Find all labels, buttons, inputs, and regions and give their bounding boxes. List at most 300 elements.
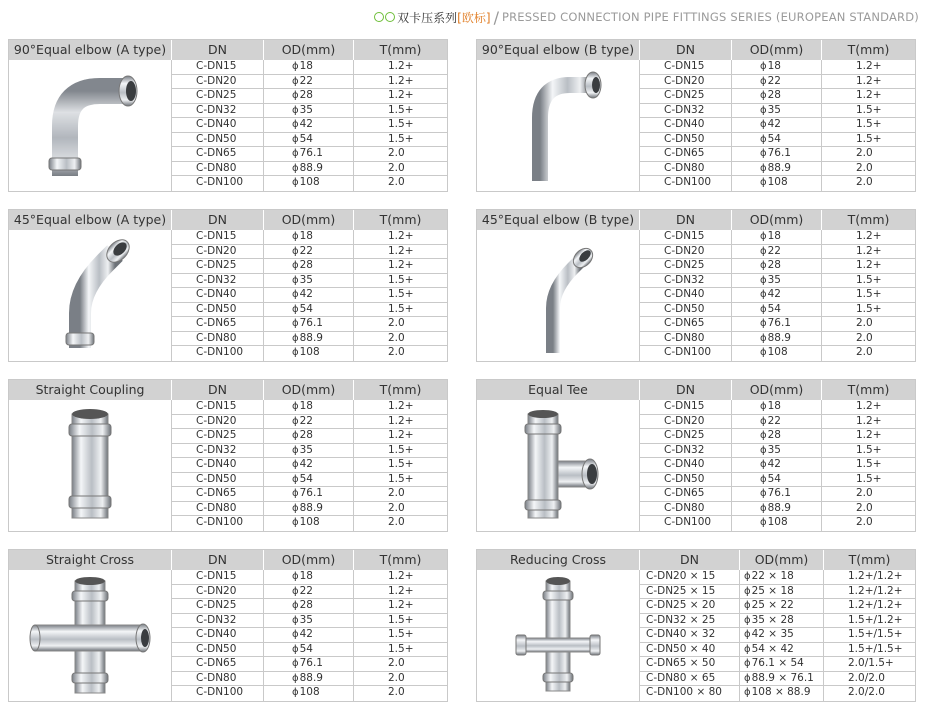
elbow-90-a-icon xyxy=(9,60,172,191)
table-row xyxy=(640,104,915,119)
t-cell: 2.0 xyxy=(388,671,405,684)
col-dn-header: DN xyxy=(172,40,264,60)
product-table xyxy=(476,379,916,532)
od-cell: ϕ76.1 xyxy=(732,487,822,501)
phi-symbol: ϕ xyxy=(292,289,299,300)
phi-symbol: ϕ xyxy=(292,629,299,640)
dn-cell: C-DN80 xyxy=(640,332,732,346)
table-row xyxy=(172,303,447,318)
dn-cell: C-DN32 xyxy=(172,274,264,288)
table-row xyxy=(172,133,447,148)
dn-cell: C-DN80 xyxy=(172,672,264,686)
t-cell: 2.0 xyxy=(388,516,405,528)
col-dn-header: DN xyxy=(172,210,264,230)
table-row xyxy=(172,570,447,585)
phi-symbol: ϕ xyxy=(760,303,767,315)
table-header xyxy=(9,380,447,400)
od-cell: ϕ42 xyxy=(264,628,354,642)
t-cell: 1.5+ xyxy=(856,288,882,300)
od-cell: ϕ108 xyxy=(732,346,822,361)
table-row xyxy=(172,429,447,444)
t-cell: 1.2+ xyxy=(856,74,882,87)
table-row xyxy=(640,672,915,687)
table-rows xyxy=(640,570,915,701)
t-cell: 1.2+ xyxy=(856,400,882,412)
product-name: Straight Cross xyxy=(9,550,172,570)
table-rows xyxy=(172,60,447,191)
table-row xyxy=(172,60,447,75)
t-cell: 2.0 xyxy=(856,346,873,358)
table-header xyxy=(477,210,915,230)
table-row xyxy=(172,400,447,415)
phi-symbol: ϕ xyxy=(760,502,767,514)
dn-cell: C-DN32 xyxy=(640,274,732,288)
od-cell: ϕ22 xyxy=(264,245,354,259)
phi-symbol: ϕ xyxy=(760,473,767,485)
table-row xyxy=(640,60,915,75)
dn-cell: C-DN50 xyxy=(640,133,732,147)
table-row xyxy=(640,487,915,502)
table-header xyxy=(9,210,447,230)
table-row xyxy=(172,672,447,687)
od-cell: ϕ35 xyxy=(732,444,822,458)
t-cell: 1.2+ xyxy=(388,584,414,597)
dn-cell: C-DN40 xyxy=(172,628,264,642)
table-row xyxy=(640,516,915,531)
od-cell: ϕ35 xyxy=(264,614,354,628)
table-row xyxy=(640,473,915,488)
od-cell: ϕ18 xyxy=(264,570,354,584)
od-cell: ϕ28 xyxy=(264,259,354,273)
dn-cell: C-DN80 xyxy=(172,162,264,176)
product-table xyxy=(8,379,448,532)
table-header xyxy=(9,550,447,570)
od-cell: ϕ88.9 xyxy=(732,162,822,176)
od-cell: ϕ18 xyxy=(732,400,822,414)
dn-cell: C-DN50 × 40 xyxy=(640,643,740,657)
phi-symbol: ϕ xyxy=(760,401,767,412)
dn-cell: C-DN80 xyxy=(172,502,264,516)
table-row xyxy=(172,657,447,672)
phi-symbol: ϕ xyxy=(760,415,767,427)
dn-cell: C-DN65 xyxy=(172,317,264,331)
dn-cell: C-DN65 xyxy=(172,487,264,501)
t-cell: 2.0 xyxy=(388,501,405,514)
dn-cell: C-DN65 xyxy=(640,487,732,501)
phi-symbol: ϕ xyxy=(292,119,299,130)
phi-symbol: ϕ xyxy=(760,260,767,271)
table-row xyxy=(640,332,915,347)
table-row xyxy=(172,147,447,162)
product-table xyxy=(8,39,448,192)
dn-cell: C-DN50 xyxy=(172,133,264,147)
t-cell: 1.5+ xyxy=(388,613,414,626)
t-cell: 1.2+/1.2+ xyxy=(848,570,903,582)
t-cell: 1.2+ xyxy=(856,89,882,101)
col-od-header: OD(mm) xyxy=(264,550,354,570)
dn-cell: C-DN32 xyxy=(640,444,732,458)
table-row xyxy=(640,686,915,701)
col-od-header: OD(mm) xyxy=(732,380,822,400)
dn-cell: C-DN65 xyxy=(640,317,732,331)
od-cell: ϕ28 xyxy=(264,429,354,443)
t-cell: 1.5+/1.2+ xyxy=(848,613,903,626)
od-cell: ϕ28 xyxy=(732,259,822,273)
od-cell: ϕ18 xyxy=(732,60,822,74)
dn-cell: C-DN20 xyxy=(172,585,264,599)
product-name: 90°Equal elbow (A type) xyxy=(9,40,172,60)
table-row xyxy=(172,458,447,473)
t-cell: 2.0 xyxy=(856,516,873,528)
dn-cell: C-DN25 xyxy=(172,259,264,273)
t-cell: 1.2+ xyxy=(388,599,414,611)
dn-cell: C-DN100 xyxy=(172,346,264,361)
t-cell: 2.0 xyxy=(856,176,873,188)
t-cell: 1.5+ xyxy=(388,642,414,655)
dn-cell: C-DN25 xyxy=(172,429,264,443)
dn-cell: C-DN25 xyxy=(172,89,264,103)
phi-symbol: ϕ xyxy=(292,517,299,528)
t-cell: 2.0/2.0 xyxy=(848,686,885,698)
phi-symbol: ϕ xyxy=(292,658,299,669)
dn-cell: C-DN25 × 15 xyxy=(640,585,740,599)
phi-symbol: ϕ xyxy=(292,61,299,72)
phi-symbol: ϕ xyxy=(760,430,767,441)
od-cell: ϕ54 xyxy=(732,133,822,147)
t-cell: 1.5+ xyxy=(856,118,882,130)
dn-cell: C-DN25 xyxy=(640,89,732,103)
col-dn-header: DN xyxy=(640,550,740,570)
od-cell: ϕ42 xyxy=(264,458,354,472)
t-cell: 1.5+ xyxy=(856,302,882,315)
phi-symbol: ϕ xyxy=(292,332,299,344)
table-row xyxy=(640,429,915,444)
phi-symbol: ϕ xyxy=(760,148,767,159)
table-row xyxy=(640,657,915,672)
phi-symbol: ϕ xyxy=(292,260,299,271)
od-cell: ϕ54 xyxy=(264,303,354,317)
col-t-header: T(mm) xyxy=(847,212,890,227)
straight-cross-icon xyxy=(9,570,172,701)
od-cell: ϕ108 × 88.9 xyxy=(740,686,824,701)
phi-symbol: ϕ xyxy=(760,444,767,456)
od-cell: ϕ42 xyxy=(732,118,822,132)
phi-symbol: ϕ xyxy=(292,177,299,188)
col-dn-header: DN xyxy=(640,40,732,60)
dn-cell: C-DN32 xyxy=(172,444,264,458)
od-cell: ϕ28 xyxy=(264,89,354,103)
od-cell: ϕ88.9 xyxy=(264,502,354,516)
phi-symbol: ϕ xyxy=(760,245,767,257)
dn-cell: C-DN40 xyxy=(172,458,264,472)
phi-symbol: ϕ xyxy=(292,444,299,456)
phi-symbol: ϕ xyxy=(760,177,767,188)
phi-symbol: ϕ xyxy=(292,687,299,698)
phi-symbol: ϕ xyxy=(292,585,299,597)
col-od-header: OD(mm) xyxy=(264,380,354,400)
t-cell: 2.0 xyxy=(856,161,873,174)
phi-symbol: ϕ xyxy=(292,104,299,116)
phi-symbol: ϕ xyxy=(292,75,299,87)
product-table xyxy=(476,39,916,192)
phi-symbol: ϕ xyxy=(292,303,299,315)
col-dn-header: DN xyxy=(172,550,264,570)
dn-cell: C-DN15 xyxy=(172,570,264,584)
table-row xyxy=(172,118,447,133)
table-row xyxy=(172,346,447,361)
table-header xyxy=(477,550,915,570)
phi-symbol: ϕ xyxy=(292,401,299,412)
table-row xyxy=(640,317,915,332)
phi-symbol: ϕ xyxy=(292,643,299,655)
table-header xyxy=(477,40,915,60)
table-row xyxy=(172,162,447,177)
t-cell: 1.2+ xyxy=(388,230,414,242)
table-row xyxy=(172,502,447,517)
header-en-title: PRESSED CONNECTION PIPE FITTINGS SERIES (EUROPEAN STANDARD) xyxy=(501,10,919,24)
table-row xyxy=(640,89,915,104)
phi-symbol: ϕ xyxy=(760,133,767,145)
table-row xyxy=(172,176,447,191)
product-table xyxy=(8,549,448,702)
od-cell: ϕ54 × 42 xyxy=(740,643,824,657)
od-cell: ϕ76.1 xyxy=(264,147,354,161)
dn-cell: C-DN65 xyxy=(172,147,264,161)
t-cell: 2.0 xyxy=(856,317,873,329)
phi-symbol: ϕ xyxy=(292,274,299,286)
table-row xyxy=(640,458,915,473)
elbow-45-b-icon xyxy=(477,230,640,361)
t-cell: 2.0 xyxy=(388,657,405,669)
t-cell: 1.2+ xyxy=(856,429,882,441)
phi-symbol: ϕ xyxy=(292,245,299,257)
t-cell: 2.0 xyxy=(388,176,405,188)
dn-cell: C-DN100 xyxy=(640,176,732,191)
od-cell: ϕ18 xyxy=(264,230,354,244)
dn-cell: C-DN50 xyxy=(172,643,264,657)
phi-symbol: ϕ xyxy=(292,231,299,242)
od-cell: ϕ54 xyxy=(264,473,354,487)
dn-cell: C-DN100 xyxy=(172,686,264,701)
col-od-header: OD(mm) xyxy=(732,40,822,60)
t-cell: 1.5+ xyxy=(856,132,882,145)
t-cell: 1.2+/1.2+ xyxy=(848,599,903,611)
col-t-header: T(mm) xyxy=(379,382,422,397)
table-row xyxy=(172,89,447,104)
od-cell: ϕ42 × 35 xyxy=(740,628,824,642)
od-cell: ϕ22 xyxy=(264,585,354,599)
product-table xyxy=(476,209,916,362)
od-cell: ϕ35 xyxy=(264,274,354,288)
od-cell: ϕ88.9 xyxy=(264,332,354,346)
phi-symbol: ϕ xyxy=(744,600,751,611)
dn-cell: C-DN100 xyxy=(640,346,732,361)
phi-symbol: ϕ xyxy=(744,658,751,669)
od-cell: ϕ35 xyxy=(732,274,822,288)
od-cell: ϕ22 xyxy=(732,75,822,89)
t-cell: 2.0 xyxy=(388,487,405,499)
od-cell: ϕ22 xyxy=(264,75,354,89)
od-cell: ϕ35 xyxy=(264,444,354,458)
t-cell: 1.2+ xyxy=(856,244,882,257)
phi-symbol: ϕ xyxy=(760,488,767,499)
phi-symbol: ϕ xyxy=(292,133,299,145)
t-cell: 1.5+ xyxy=(388,628,414,640)
phi-symbol: ϕ xyxy=(292,459,299,470)
od-cell: ϕ42 xyxy=(732,458,822,472)
t-cell: 1.5+ xyxy=(856,103,882,116)
phi-symbol: ϕ xyxy=(760,75,767,87)
table-row xyxy=(172,332,447,347)
table-row xyxy=(640,230,915,245)
table-row xyxy=(172,444,447,459)
phi-symbol: ϕ xyxy=(760,318,767,329)
col-dn-header: DN xyxy=(640,210,732,230)
t-cell: 1.2+ xyxy=(388,74,414,87)
phi-symbol: ϕ xyxy=(744,614,751,626)
od-cell: ϕ22 xyxy=(732,415,822,429)
dn-cell: C-DN20 xyxy=(640,245,732,259)
table-row xyxy=(640,176,915,191)
phi-symbol: ϕ xyxy=(744,687,751,698)
table-rows xyxy=(172,570,447,701)
od-cell: ϕ22 xyxy=(264,415,354,429)
table-row xyxy=(172,686,447,701)
dn-cell: C-DN80 xyxy=(640,162,732,176)
phi-symbol: ϕ xyxy=(760,274,767,286)
table-row xyxy=(172,75,447,90)
dn-cell: C-DN40 xyxy=(172,288,264,302)
col-od-header: OD(mm) xyxy=(740,550,824,570)
table-row xyxy=(172,643,447,658)
table-row xyxy=(172,473,447,488)
table-row xyxy=(640,75,915,90)
phi-symbol: ϕ xyxy=(744,643,751,655)
header-slash: / xyxy=(493,7,499,27)
od-cell: ϕ76.1 xyxy=(264,317,354,331)
od-cell: ϕ108 xyxy=(264,176,354,191)
col-od-header: OD(mm) xyxy=(264,210,354,230)
phi-symbol: ϕ xyxy=(760,90,767,101)
phi-symbol: ϕ xyxy=(760,517,767,528)
t-cell: 2.0 xyxy=(856,331,873,344)
table-row xyxy=(172,274,447,289)
t-cell: 1.2+ xyxy=(388,259,414,271)
t-cell: 2.0 xyxy=(388,346,405,358)
phi-symbol: ϕ xyxy=(292,473,299,485)
t-cell: 1.5+ xyxy=(388,118,414,130)
product-name: Straight Coupling xyxy=(9,380,172,400)
product-name: 45°Equal elbow (A type) xyxy=(9,210,172,230)
logo-circles-icon xyxy=(374,12,395,22)
table-row xyxy=(640,118,915,133)
table-row xyxy=(172,487,447,502)
table-row xyxy=(172,317,447,332)
od-cell: ϕ54 xyxy=(264,133,354,147)
dn-cell: C-DN50 xyxy=(640,303,732,317)
table-row xyxy=(172,230,447,245)
od-cell: ϕ108 xyxy=(264,516,354,531)
od-cell: ϕ88.9 xyxy=(732,332,822,346)
table-header xyxy=(9,40,447,60)
dn-cell: C-DN40 × 32 xyxy=(640,628,740,642)
od-cell: ϕ28 xyxy=(732,89,822,103)
table-row xyxy=(172,259,447,274)
dn-cell: C-DN50 xyxy=(172,303,264,317)
dn-cell: C-DN20 xyxy=(172,75,264,89)
dn-cell: C-DN32 xyxy=(172,104,264,118)
dn-cell: C-DN40 xyxy=(640,458,732,472)
t-cell: 1.5+ xyxy=(388,132,414,145)
t-cell: 1.2+/1.2+ xyxy=(848,584,903,597)
t-cell: 1.2+ xyxy=(388,400,414,412)
table-row xyxy=(640,245,915,260)
t-cell: 1.2+ xyxy=(856,230,882,242)
product-name: Equal Tee xyxy=(477,380,640,400)
t-cell: 1.5+ xyxy=(388,103,414,116)
table-row xyxy=(172,415,447,430)
t-cell: 1.5+ xyxy=(388,273,414,286)
phi-symbol: ϕ xyxy=(292,162,299,174)
phi-symbol: ϕ xyxy=(760,459,767,470)
table-row xyxy=(640,643,915,658)
table-rows xyxy=(640,400,915,531)
phi-symbol: ϕ xyxy=(744,672,751,684)
dn-cell: C-DN65 xyxy=(172,657,264,671)
od-cell: ϕ76.1 × 54 xyxy=(740,657,824,671)
od-cell: ϕ76.1 xyxy=(264,657,354,671)
od-cell: ϕ108 xyxy=(264,686,354,701)
phi-symbol: ϕ xyxy=(744,585,751,597)
dn-cell: C-DN20 xyxy=(640,415,732,429)
header-cn-title: 双卡压系列 xyxy=(397,10,458,25)
dn-cell: C-DN32 xyxy=(172,614,264,628)
phi-symbol: ϕ xyxy=(292,90,299,101)
od-cell: ϕ54 xyxy=(732,473,822,487)
product-name: 90°Equal elbow (B type) xyxy=(477,40,640,60)
t-cell: 2.0 xyxy=(388,317,405,329)
dn-cell: C-DN50 xyxy=(640,473,732,487)
dn-cell: C-DN32 × 25 xyxy=(640,614,740,628)
table-row xyxy=(640,502,915,517)
t-cell: 1.2+ xyxy=(388,244,414,257)
t-cell: 1.2+ xyxy=(856,414,882,427)
od-cell: ϕ18 xyxy=(264,400,354,414)
od-cell: ϕ42 xyxy=(264,288,354,302)
table-row xyxy=(172,288,447,303)
col-t-header: T(mm) xyxy=(848,552,891,567)
t-cell: 1.2+ xyxy=(388,414,414,427)
dn-cell: C-DN65 xyxy=(640,147,732,161)
col-dn-header: DN xyxy=(640,380,732,400)
od-cell: ϕ88.9 xyxy=(264,162,354,176)
dn-cell: C-DN20 xyxy=(172,245,264,259)
od-cell: ϕ42 xyxy=(264,118,354,132)
od-cell: ϕ25 × 22 xyxy=(740,599,824,613)
dn-cell: C-DN15 xyxy=(640,400,732,414)
table-rows xyxy=(640,230,915,361)
dn-cell: C-DN40 xyxy=(640,288,732,302)
table-row xyxy=(640,444,915,459)
dn-cell: C-DN100 × 80 xyxy=(640,686,740,701)
od-cell: ϕ35 × 28 xyxy=(740,614,824,628)
t-cell: 2.0/2.0 xyxy=(848,671,885,684)
od-cell: ϕ28 xyxy=(264,599,354,613)
phi-symbol: ϕ xyxy=(744,629,751,640)
table-row xyxy=(172,245,447,260)
table-row xyxy=(640,614,915,629)
t-cell: 1.5+ xyxy=(856,472,882,485)
